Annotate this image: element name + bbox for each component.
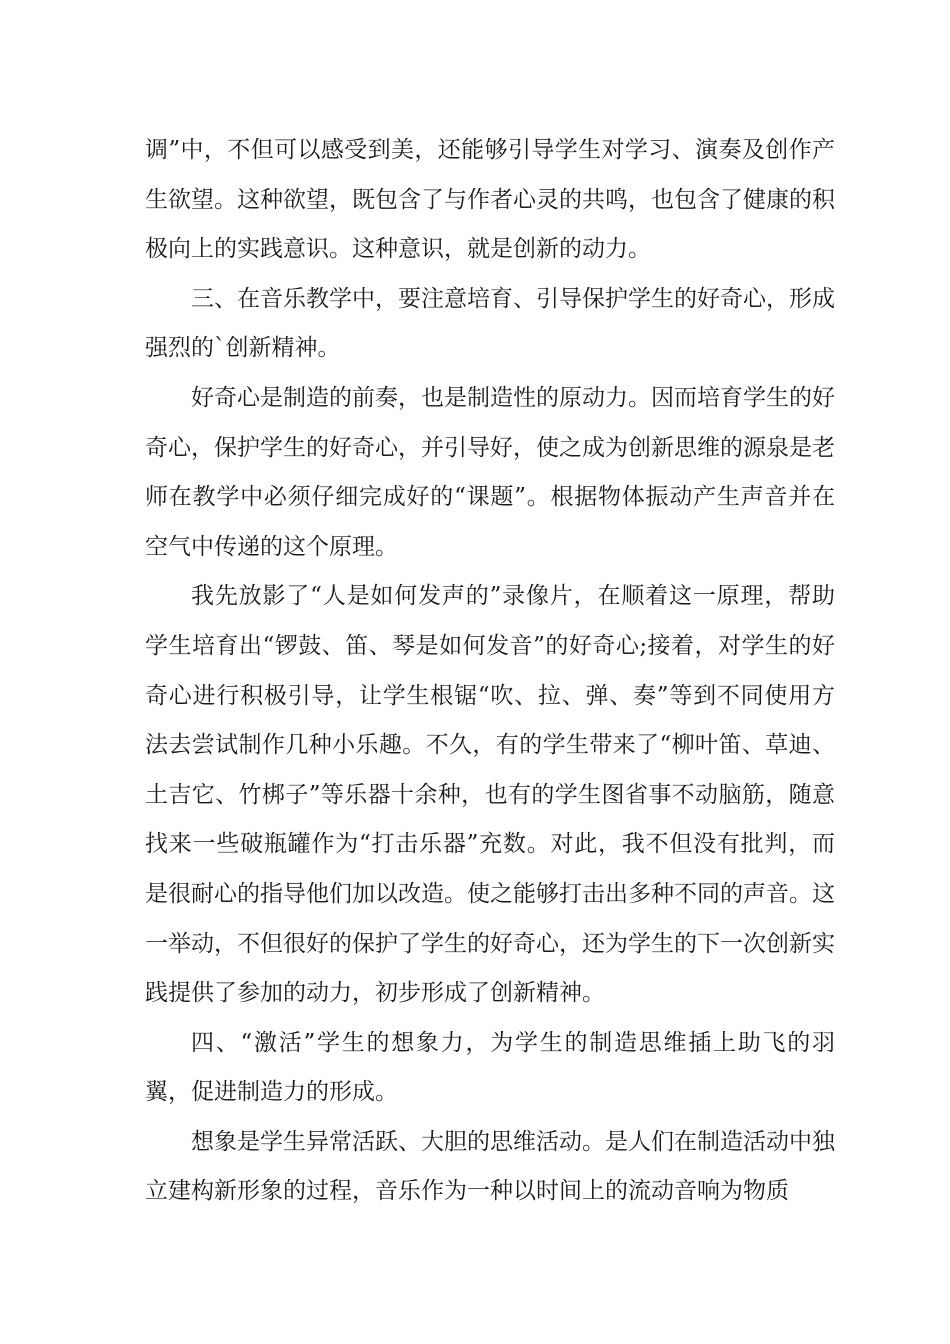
paragraph-imagination: 想象是学生异常活跃、大胆的思维活动。是人们在制造活动中独立建构新形象的过程，音乐作为一种以时间上的流动音响为物质 — [145, 1128, 835, 1205]
document-body — [145, 126, 835, 1217]
paragraph-instruments: 我先放影了“人是如何发声的”录像片，在顺着这一原理，帮助学生培育出“锣鼓、笛、琴是如何发音”的好奇心;接着，对学生的好奇心进行积极引导，让学生根锯“吹、拉、弹、奏”等到不同使用方法去尝试制作几种小乐趣。不久，有的学生带来了“柳叶笛、草迪、土吉它、竹梆子”等乐器十余种，也有的学生图省事不动脑筋，随意找来一些破瓶罐作为“打击乐器”充数。对此，我不但没有批判，而是很耐心的指导他们加以改造。使之能够打击出多种不同的声音。这一举动，不但很好的保护了学生的好奇心，还为学生的下一次创新实践提供了参加的动力，初步形成了创新精神。 — [145, 583, 835, 1007]
section-heading-4: 四、“激活”学生的想象力，为学生的制造思维插上助飞的羽翼，促进制造力的形成。 — [145, 1029, 835, 1106]
paragraph-curiosity: 好奇心是制造的前奏，也是制造性的原动力。因而培育学生的好奇心，保护学生的好奇心，并引导好，使之成为创新思维的源泉是老师在教学中必须仔细完成好的“课题”。根据物体振动产生声音并在空气中传递的这个原理。 — [145, 384, 835, 560]
section-heading-3: 三、在音乐教学中，要注意培育、引导保护学生的好奇心，形成强烈的`创新精神。 — [145, 285, 835, 362]
paragraph-continuation: 调”中，不但可以感受到美，还能够引导学生对学习、演奏及创作产生欲望。这种欲望，既包含了与作者心灵的共鸣，也包含了健康的积极向上的实践意识。这种意识，就是创新的动力。 — [145, 137, 835, 263]
